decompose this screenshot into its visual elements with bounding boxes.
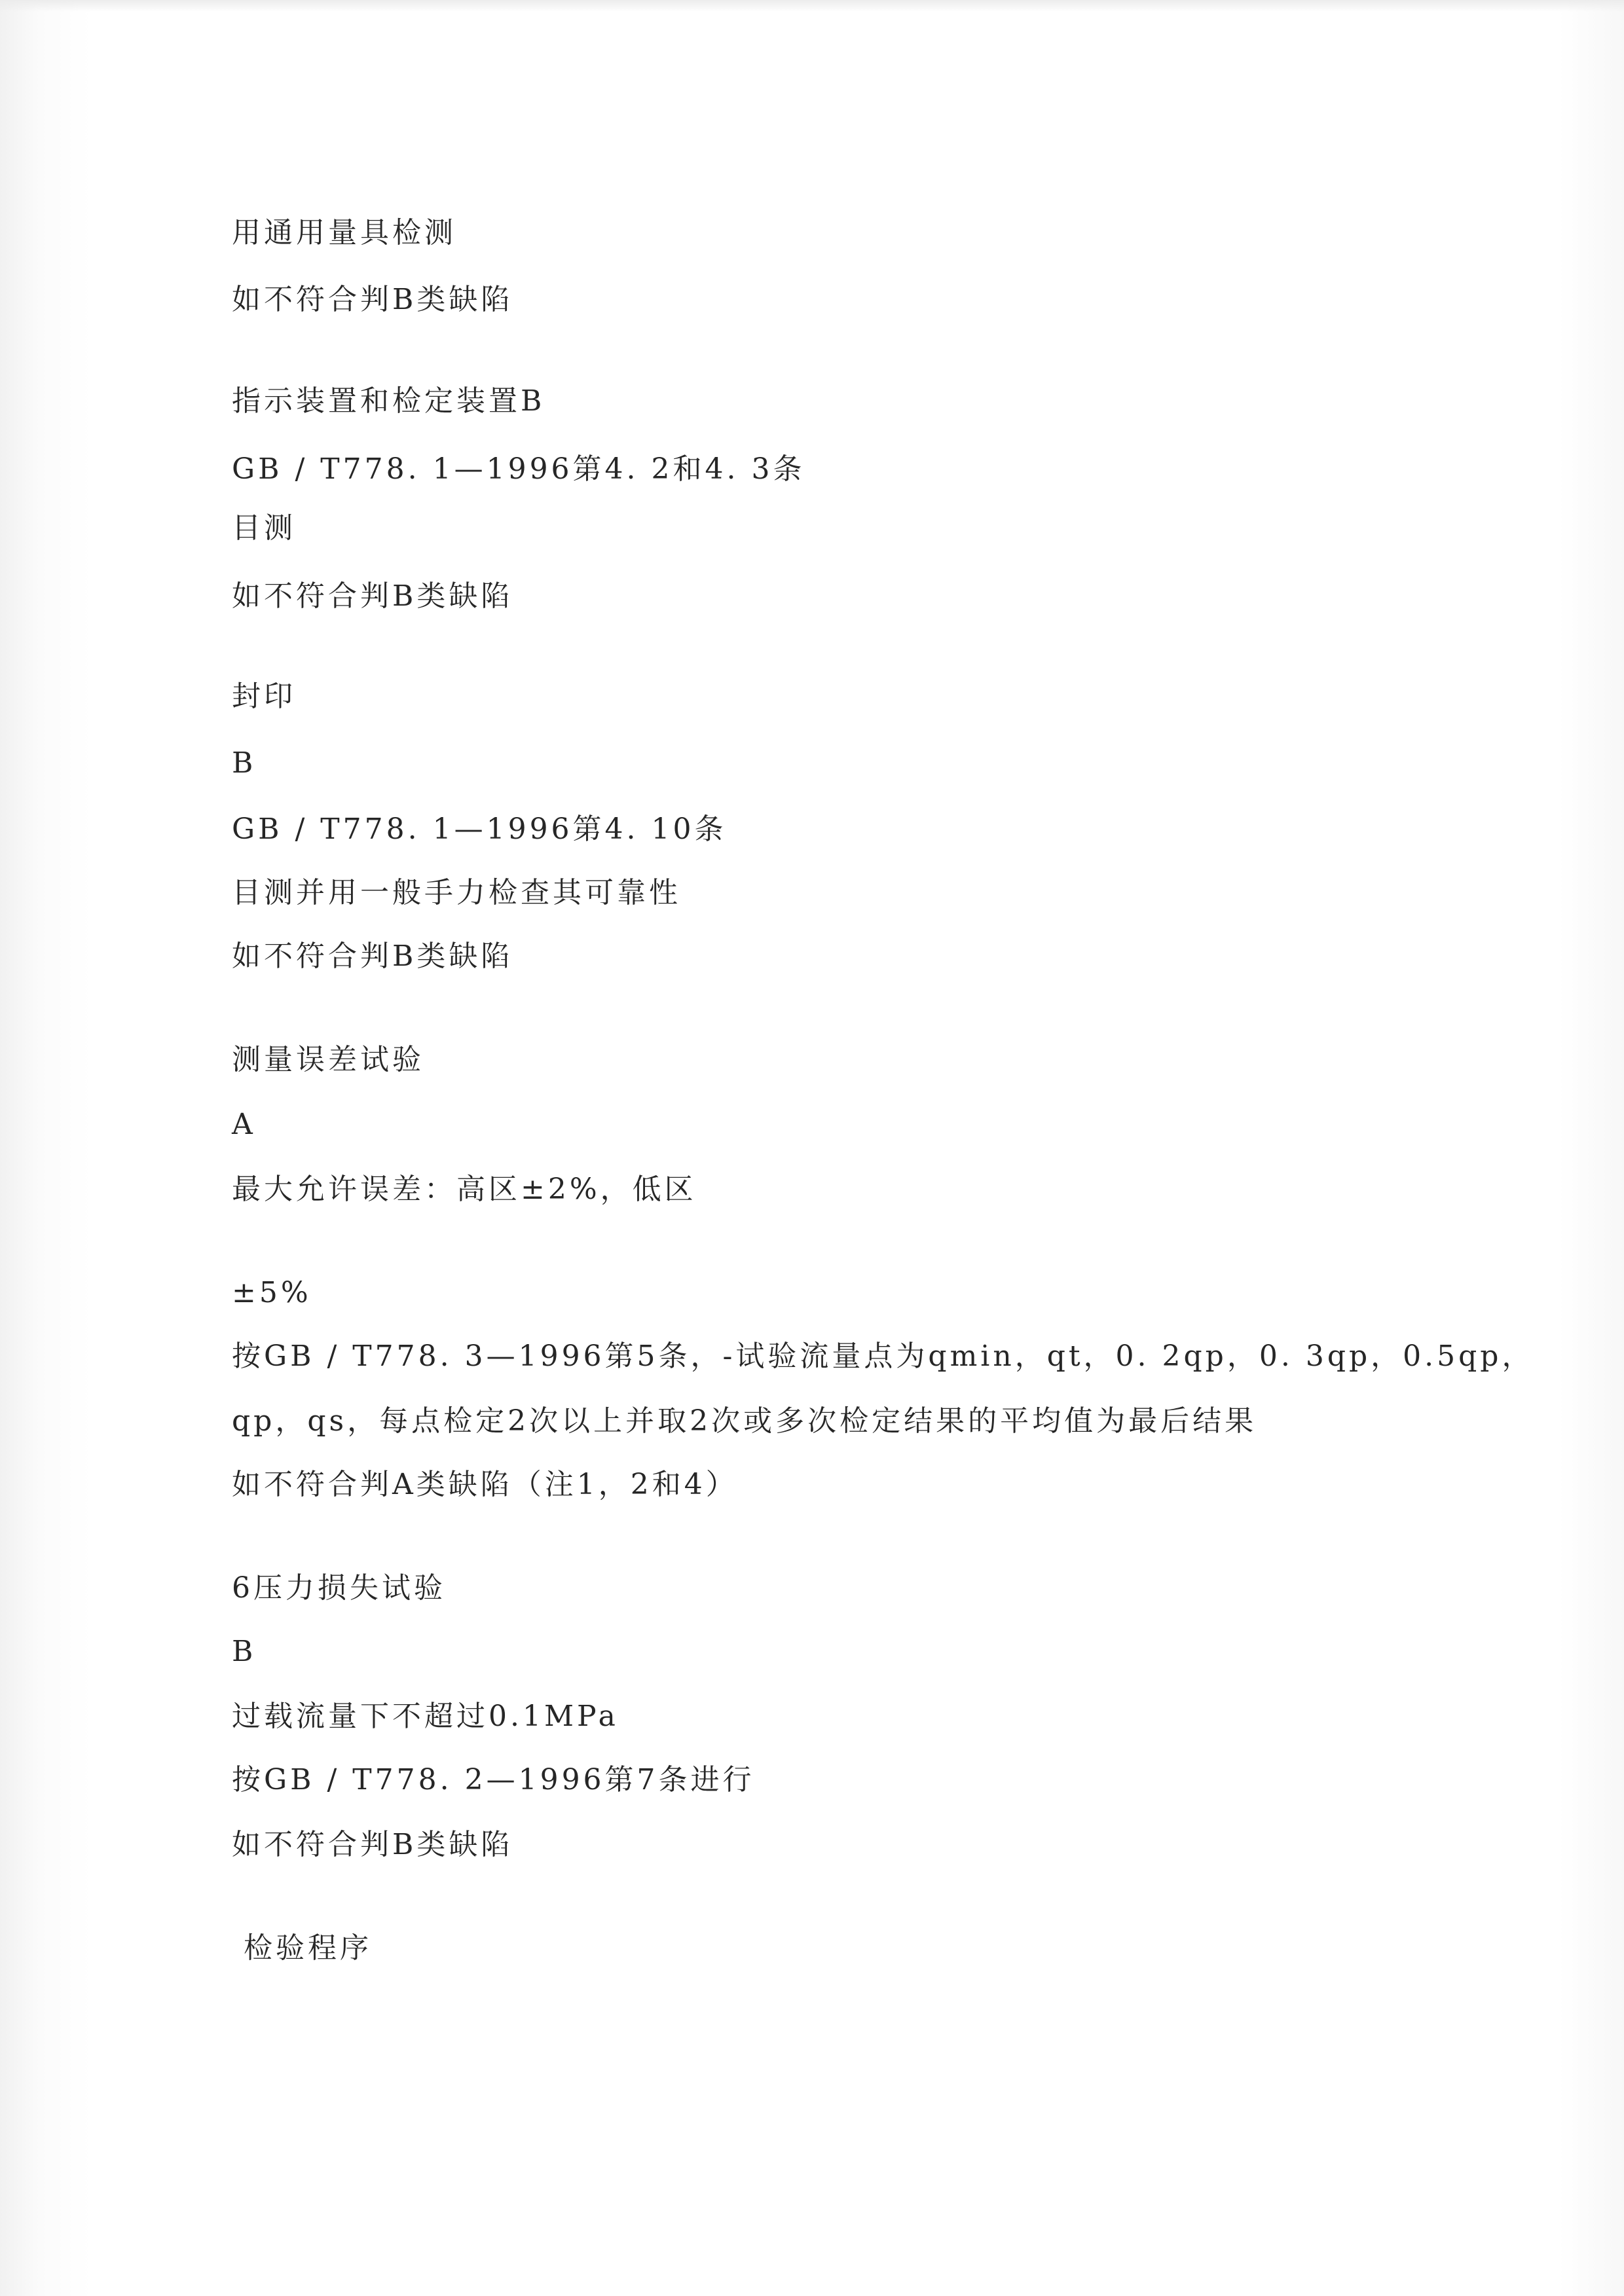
text-line: B bbox=[232, 746, 257, 780]
text-line: 目测 bbox=[232, 511, 296, 545]
text-line: A bbox=[232, 1108, 256, 1141]
text-line: ±5% bbox=[232, 1276, 312, 1309]
text-line: GB / T778. 1—1996第4. 10条 bbox=[232, 812, 727, 846]
text-line: 按GB / T778. 2—1996第7条进行 bbox=[232, 1763, 755, 1796]
text-line: qp，qs，每点检定2次以上并取2次或多次检定结果的平均值为最后结果 bbox=[232, 1404, 1257, 1438]
text-line: 目测并用一般手力检查其可靠性 bbox=[232, 876, 681, 909]
text-line: 封印 bbox=[232, 680, 296, 713]
text-line: 指示装置和检定装置B bbox=[232, 384, 545, 418]
text-line: 如不符合判B类缺陷 bbox=[232, 579, 513, 613]
text-line: 如不符合判B类缺陷 bbox=[232, 283, 513, 316]
text-line: 过载流量下不超过0.1MPa bbox=[232, 1700, 619, 1733]
text-line: 用通用量具检测 bbox=[232, 216, 456, 249]
text-line: 6压力损失试验 bbox=[232, 1571, 446, 1605]
text-line: 最大允许误差：高区±2%，低区 bbox=[232, 1173, 697, 1206]
text-line: 按GB / T778. 3—1996第5条，-试验流量点为qmin，qt，0. 2qp，0. 3qp，0.5qp， bbox=[232, 1339, 1534, 1373]
text-line: 如不符合判B类缺陷 bbox=[232, 939, 513, 973]
text-line: 测量误差试验 bbox=[232, 1043, 424, 1076]
scan-edge-shadow bbox=[0, 0, 1624, 12]
text-line: GB / T778. 1—1996第4. 2和4. 3条 bbox=[232, 452, 805, 486]
section-heading: 检验程序 bbox=[244, 1931, 372, 1965]
text-line: 如不符合判B类缺陷 bbox=[232, 1828, 513, 1861]
text-line: 如不符合判A类缺陷（注1，2和4） bbox=[232, 1468, 738, 1501]
text-line: B bbox=[232, 1635, 257, 1668]
